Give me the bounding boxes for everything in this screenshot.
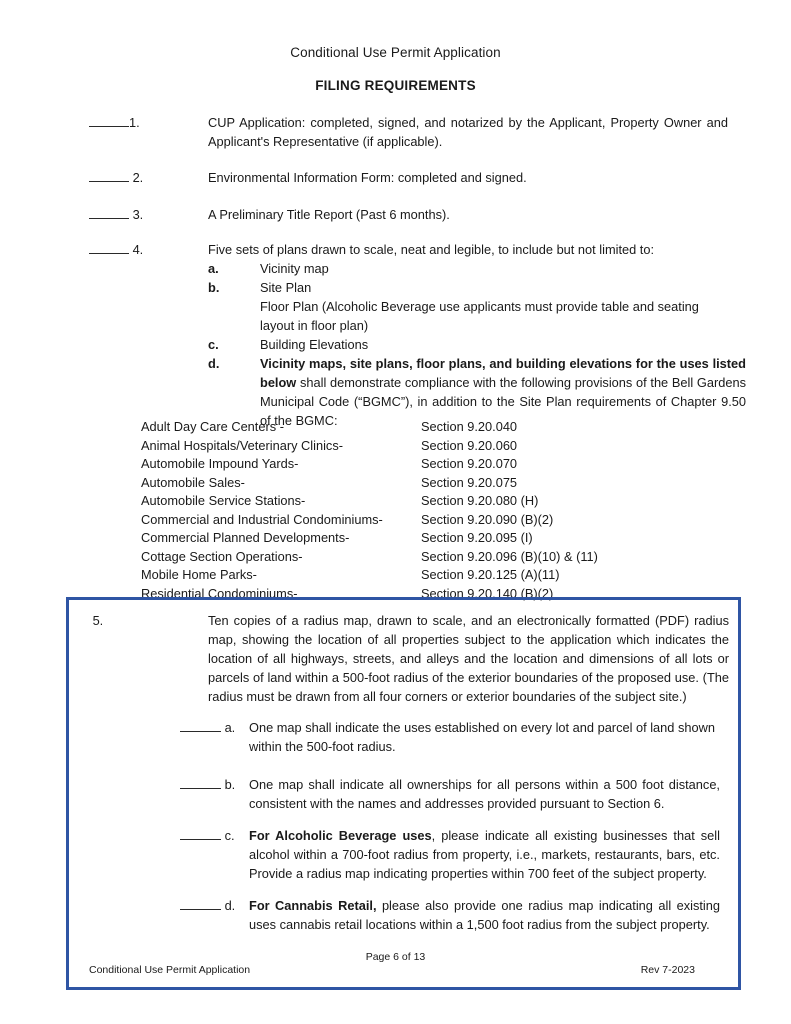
use-name: Animal Hospitals/Veterinary Clinics-	[141, 437, 343, 453]
subitem-b-letter: b.	[224, 777, 236, 792]
subitem-c-letter: c.	[208, 337, 219, 352]
subitem-d-mark	[180, 896, 242, 915]
subitem-c-bold-lead: For Alcoholic Beverage uses	[249, 828, 432, 843]
item-5-number: 5.	[92, 613, 104, 628]
subitem-b-blank[interactable]	[180, 777, 221, 789]
item-4-subitem-floorplan	[208, 297, 748, 335]
item-2-number-col	[89, 168, 189, 187]
item-2-text: Environmental Information Form: completed and signed.	[208, 170, 527, 185]
item-4-number: 4.	[132, 242, 144, 257]
subitem-a-blank[interactable]	[180, 720, 221, 732]
use-name: Mobile Home Parks-	[141, 567, 257, 582]
subitem-d-bold-lead: For Cannabis Retail,	[249, 898, 377, 913]
subitem-d-rest: shall demonstrate compliance with the following provisions of the Bell Gardens Municipal Code (“BGMC”), in addition to the Site Plan requirements of Chapter 9.50 of the BGMC:	[260, 375, 746, 428]
item-1-number: 1.	[129, 115, 140, 130]
item-1-text: CUP Application: completed, signed, and notarized by the Applicant, Property Owner and Applicant's Representative (if applicable).	[208, 115, 728, 149]
item-4-blank[interactable]	[89, 242, 129, 254]
item-2-number: 2.	[132, 170, 144, 185]
subitem-b-text: Site Plan	[260, 280, 312, 295]
item-3-number-col	[89, 205, 189, 224]
subitem-d-blank[interactable]	[180, 898, 221, 910]
use-section-list	[89, 418, 729, 603]
use-section: Section 9.20.070	[421, 456, 518, 471]
page-title: Conditional Use Permit Application	[290, 45, 501, 60]
item-1-number-col	[89, 113, 189, 132]
use-row	[89, 548, 729, 567]
item-4-subitem-b	[208, 278, 748, 297]
subitem-d-letter: d.	[208, 356, 220, 371]
item-1-blank[interactable]	[89, 115, 129, 127]
item-3-blank[interactable]	[89, 207, 129, 219]
use-name: Automobile Impound Yards-	[141, 456, 299, 471]
subitem-c-blank[interactable]	[180, 828, 221, 840]
item-4-lead-text: Five sets of plans drawn to scale, neat and legible, to include but not limited to:	[208, 242, 655, 257]
use-name: Cottage Section Operations-	[141, 548, 303, 564]
subitem-a-text: One map shall indicate the uses established on every lot and parcel of land shown within the 500-foot radius.	[249, 720, 715, 754]
subitem-d-rest: please also provide one radius map indicating all existing uses cannabis retail locations within a 1,500 foot radius from the subject property.	[249, 898, 720, 932]
section-heading: FILING REQUIREMENTS	[315, 78, 476, 93]
subitem-c-text	[249, 826, 720, 883]
subitem-c-mark	[180, 826, 242, 845]
use-row	[89, 529, 729, 548]
item-3-number: 3.	[132, 207, 144, 222]
item-4-number-col	[89, 240, 189, 259]
use-section: Section 9.20.080 (H)	[421, 493, 539, 508]
use-section: Section 9.20.095 (I)	[421, 530, 533, 545]
use-section: Section 9.20.125 (A)(11)	[421, 567, 560, 582]
subitem-a-text: Vicinity map	[260, 261, 329, 276]
subitem-b-text: One map shall indicate all ownerships for all persons within a 500 foot distance, consistent with the names and addresses provided pursuant to Section 6.	[249, 777, 720, 811]
use-section: Section 9.20.075	[421, 474, 518, 490]
use-name: Commercial and Industrial Condominiums-	[141, 511, 383, 527]
use-section: Section 9.20.096 (B)(10) & (11)	[421, 548, 598, 564]
item-5-text: Ten copies of a radius map, drawn to scale, and an electronically formatted (PDF) radius map, showing the location of all properties subject to the application which indicates the location of all highways, streets, and alleys and the location and dimensions of all lots or parcels of land within a 500-foot radius of the exterior boundaries of the proposed use. (The radius must be drawn from all four corners or exterior boundaries of the subject site.)	[208, 613, 729, 704]
use-row	[89, 437, 729, 456]
use-section: Section 9.20.040	[421, 419, 518, 434]
item-3-text: A Preliminary Title Report (Past 6 months).	[208, 207, 450, 222]
use-row	[89, 511, 729, 530]
use-row	[89, 418, 729, 437]
subitem-floorplan-text: Floor Plan (Alcoholic Beverage use applicants must provide table and seating layout in floor plan)	[260, 299, 699, 333]
use-section: Section 9.20.060	[421, 437, 518, 453]
item-4-subitem-c	[208, 335, 748, 354]
subitem-a-letter: a.	[224, 720, 236, 735]
item-4-body	[208, 240, 748, 430]
subitem-d-bold-lead: Vicinity maps, site plans, floor plans, and building elevations for the uses listed below	[260, 356, 746, 390]
subitem-c-text: Building Elevations	[260, 337, 369, 352]
subitem-a-mark	[180, 718, 242, 737]
footer-left-title: Conditional Use Permit Application	[89, 964, 251, 976]
use-name: Residential Condominiums-	[141, 585, 298, 601]
use-name: Commercial Planned Developments-	[141, 530, 350, 545]
use-row	[89, 474, 729, 493]
subitem-a-letter: a.	[208, 261, 219, 276]
footer-revision: Rev 7-2023	[640, 964, 695, 976]
subitem-d-text	[249, 896, 720, 934]
use-row	[89, 492, 729, 511]
subitem-b-mark	[180, 775, 242, 794]
item-4-subitem-a	[208, 259, 748, 278]
use-row	[89, 566, 729, 585]
subitem-c-rest: , please indicate all existing businesses that sell alcohol within a 700-foot radius from property, i.e., markets, restaurants, bars, etc. Provide a radius map indicating properties within 700 feet of the subject property.	[249, 828, 720, 881]
use-section: Section 9.20.090 (B)(2)	[421, 511, 554, 527]
use-name: Adult Day Care Centers -	[141, 419, 284, 434]
subitem-c-letter: c.	[224, 828, 235, 843]
subitem-b-letter: b.	[208, 280, 220, 295]
use-section: Section 9.20.140 (B)(2)	[421, 585, 554, 601]
item-5-number-col	[89, 611, 189, 630]
use-name: Automobile Service Stations-	[141, 493, 306, 508]
use-name: Automobile Sales-	[141, 474, 245, 490]
subitem-d-letter: d.	[224, 898, 236, 913]
footer-page-number: Page 6 of 13	[365, 951, 426, 963]
use-row	[89, 455, 729, 474]
item-2-blank[interactable]	[89, 170, 129, 182]
